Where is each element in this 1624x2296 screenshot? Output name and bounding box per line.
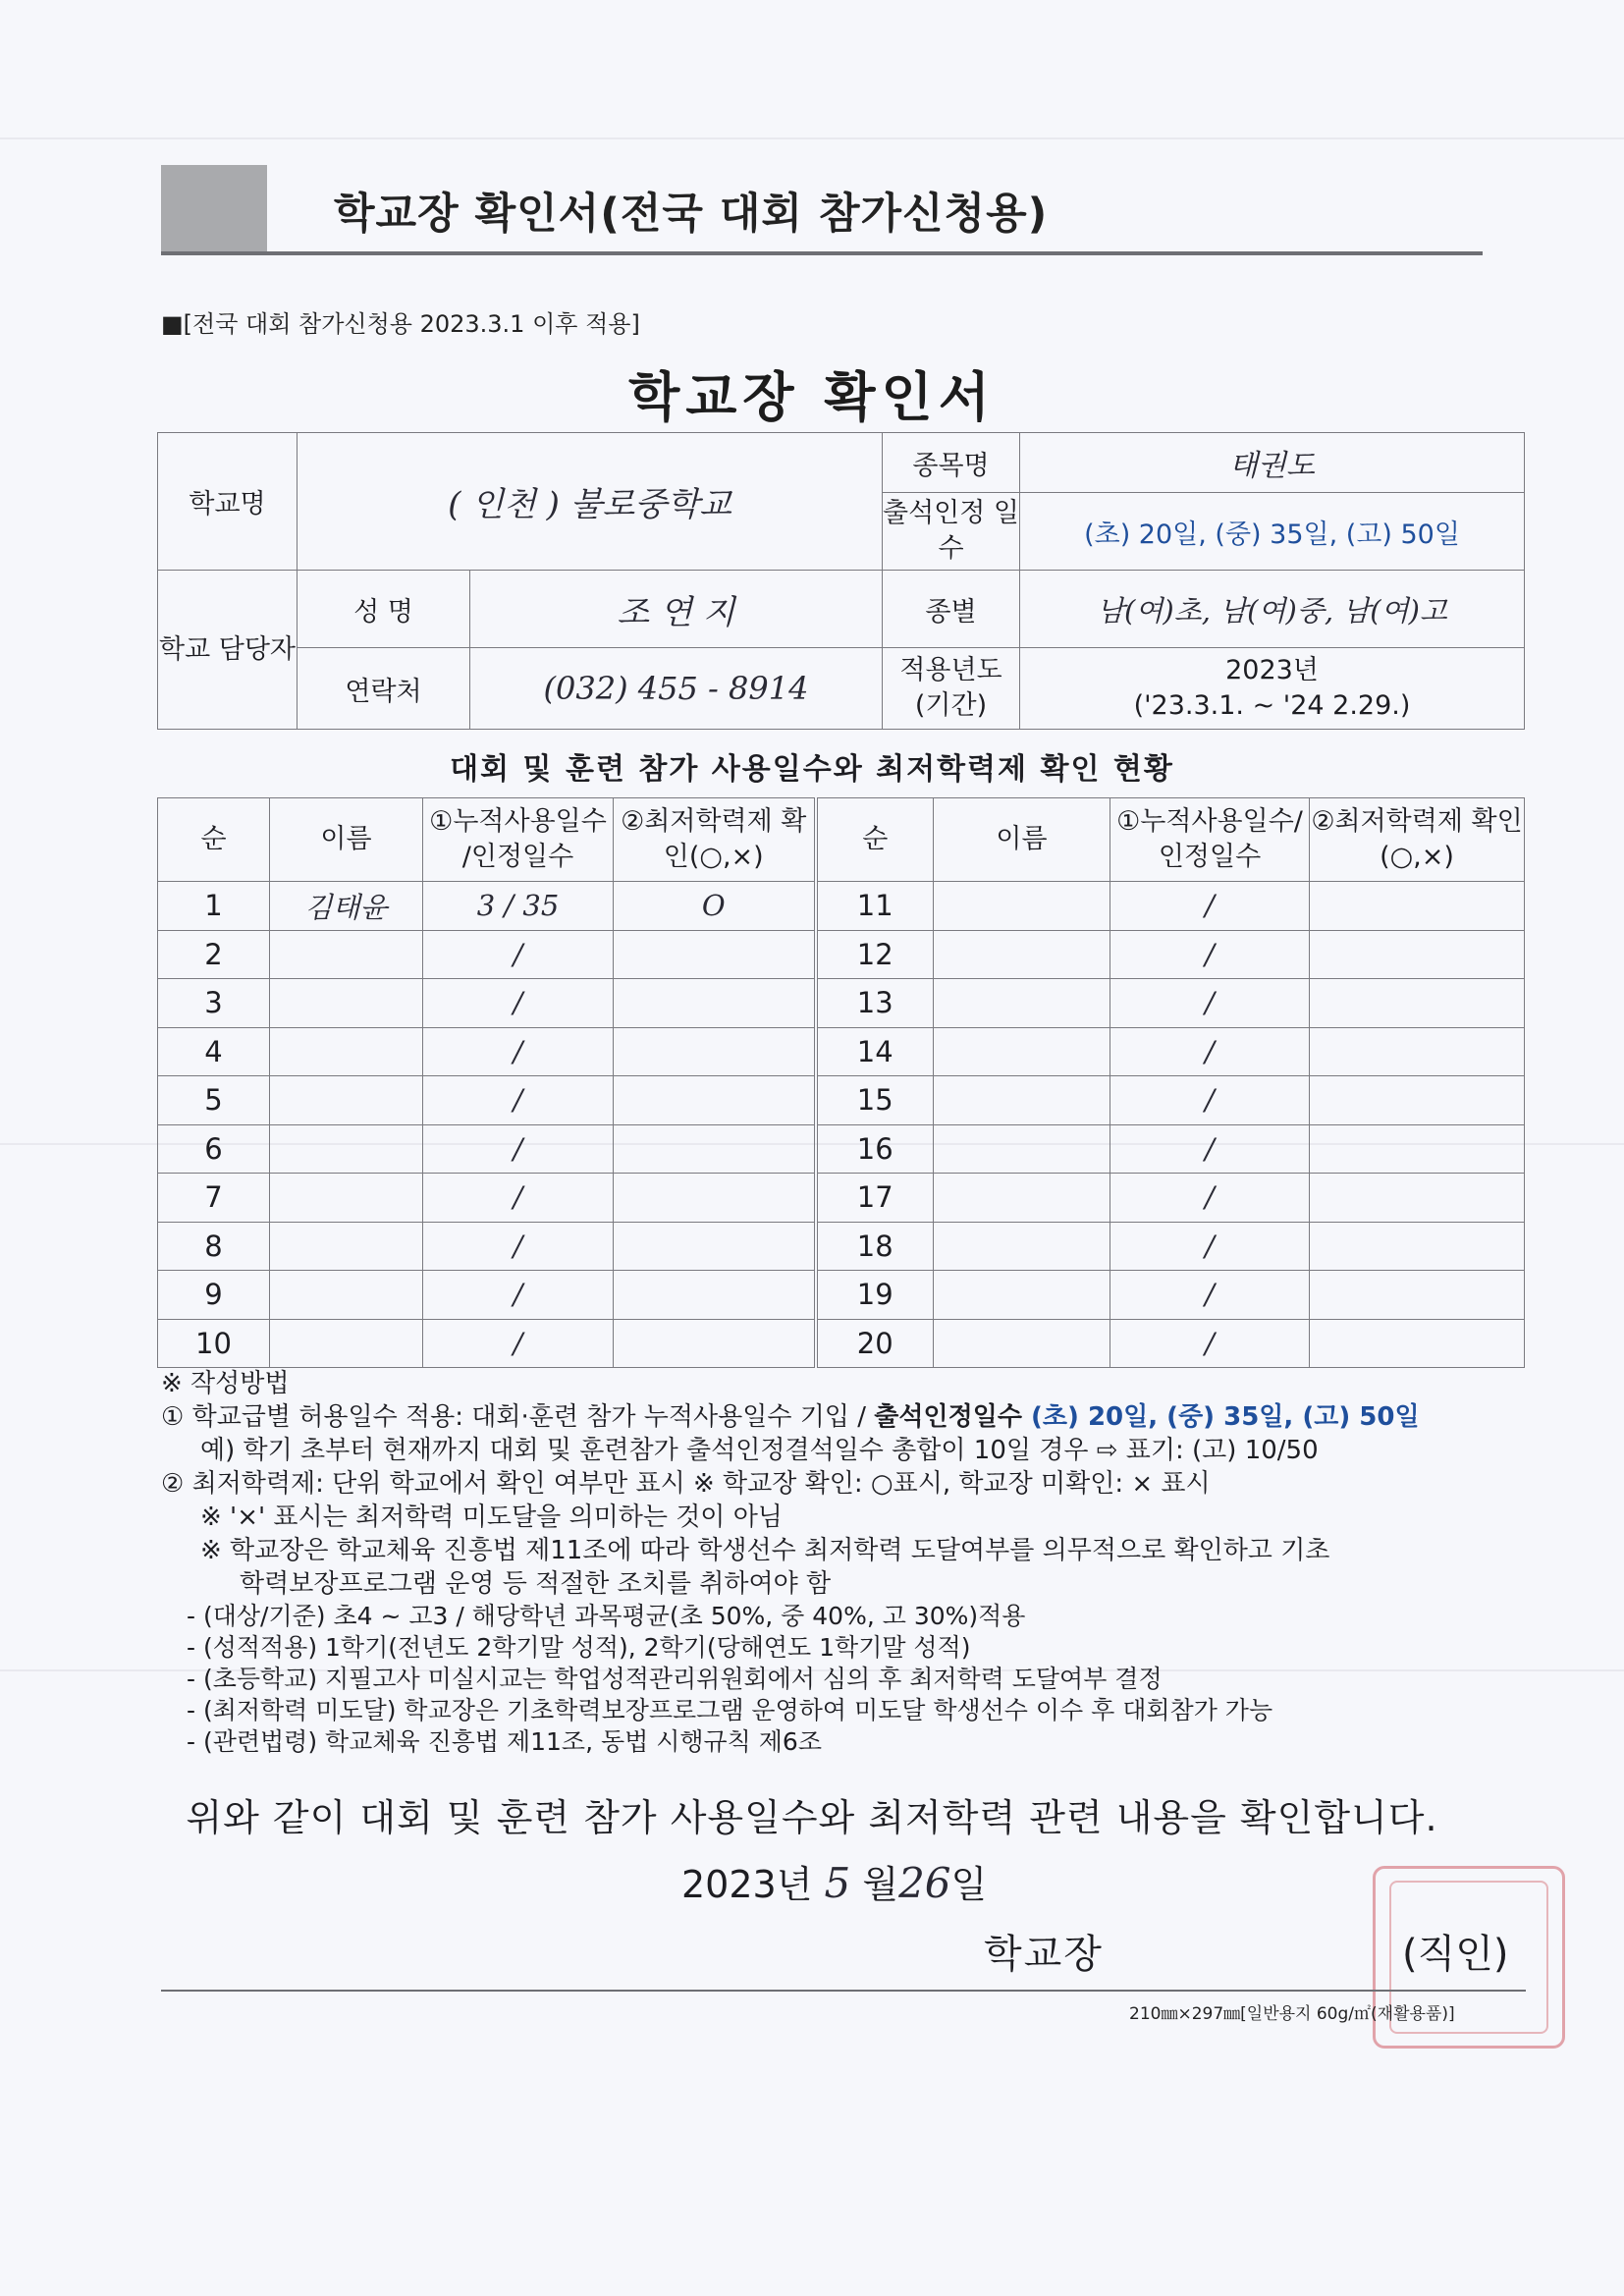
contact-value: (032) 455 - 8914 xyxy=(470,648,883,730)
detail-1: - (대상/기준) 초4 ~ 고3 / 해당학년 과목평균(초 50%, 중 40%, 고 30%)적용 xyxy=(187,1602,1026,1630)
table-row xyxy=(158,1124,1525,1174)
academic-check xyxy=(614,1027,816,1076)
row-number: 18 xyxy=(816,1222,934,1271)
year-cell xyxy=(1020,648,1525,730)
student-name xyxy=(270,1271,423,1320)
row-number: 9 xyxy=(158,1271,270,1320)
row-number: 15 xyxy=(816,1076,934,1125)
header-name: 이름 xyxy=(934,798,1110,882)
row-number: 14 xyxy=(816,1027,934,1076)
manager-name-value: 조 연 지 xyxy=(470,571,883,648)
table-row xyxy=(158,1271,1525,1320)
header-gray-block xyxy=(161,165,267,251)
header-name: 이름 xyxy=(270,798,423,882)
sport-value: 태권도 xyxy=(1020,433,1525,493)
date-month: 5 xyxy=(824,1859,851,1907)
row-number: 7 xyxy=(158,1174,270,1223)
detail-5: - (관련법령) 학교체육 진흥법 제11조, 동법 시행규칙 제6조 xyxy=(187,1727,822,1756)
academic-check xyxy=(1310,1319,1525,1368)
year-value: 2023년 xyxy=(1225,655,1319,685)
header-days: ①누적사용일수 /인정일수 xyxy=(423,798,614,882)
date-month-unit: 월 xyxy=(862,1863,899,1906)
used-days: / xyxy=(1110,979,1310,1028)
attendance-value: (초) 20일, (중) 35일, (고) 50일 xyxy=(1020,493,1525,571)
academic-check xyxy=(1310,1124,1525,1174)
row-number: 8 xyxy=(158,1222,270,1271)
academic-check xyxy=(1310,1076,1525,1125)
period-value: ('23.3.1. ~ '24 2.29.) xyxy=(1133,690,1411,721)
used-days: / xyxy=(423,979,614,1028)
student-name: 김태윤 xyxy=(270,882,423,931)
table-row xyxy=(158,1174,1525,1223)
academic-check xyxy=(614,1222,816,1271)
academic-check xyxy=(1310,1222,1525,1271)
note-2b-line2: 학력보장프로그램 운영 등 적절한 조치를 취하여야 함 xyxy=(240,1569,832,1599)
detail-4: - (최저학력 미도달) 학교장은 기초학력보장프로그램 운영하여 미도달 학생선수 이수 후 대회참가 가능 xyxy=(187,1696,1273,1724)
seal-label: (직인) xyxy=(1402,1932,1509,1977)
student-name xyxy=(934,1271,1110,1320)
student-name xyxy=(270,1319,423,1368)
student-name xyxy=(270,1076,423,1125)
student-name xyxy=(934,1174,1110,1223)
row-number: 16 xyxy=(816,1124,934,1174)
category-value: 남(여)초, 남(여)중, 남(여)고 xyxy=(1020,571,1525,648)
note-2b-line1: ※ 학교장은 학교체육 진흥법 제11조에 따라 학생선수 최저학력 도달여부를 의무적으로 확인하고 기초 xyxy=(200,1536,1330,1565)
table-row xyxy=(158,979,1525,1028)
row-number: 4 xyxy=(158,1027,270,1076)
row-number: 13 xyxy=(816,979,934,1028)
header-title: 학교장 확인서(전국 대회 참가신청용) xyxy=(334,190,1049,239)
academic-check xyxy=(1310,979,1525,1028)
header-check: ②최저학력제 확인(○,×) xyxy=(1310,798,1525,882)
academic-check xyxy=(614,1174,816,1223)
academic-check xyxy=(1310,882,1525,931)
row-number: 5 xyxy=(158,1076,270,1125)
name-label: 성 명 xyxy=(298,571,470,648)
used-days: / xyxy=(1110,1076,1310,1125)
used-days: / xyxy=(423,1271,614,1320)
academic-check: O xyxy=(614,882,816,931)
confirmation-statement: 위와 같이 대회 및 훈련 참가 사용일수와 최저학력 관련 내용을 확인합니다. xyxy=(186,1796,1438,1839)
row-number: 3 xyxy=(158,979,270,1028)
academic-check xyxy=(614,1076,816,1125)
header-no: 순 xyxy=(158,798,270,882)
used-days: / xyxy=(423,1222,614,1271)
student-name xyxy=(934,1319,1110,1368)
detail-2: - (성적적용) 1학기(전년도 2학기말 성적), 2학기(당해연도 1학기말 성적) xyxy=(187,1633,971,1662)
header-rule xyxy=(161,251,1483,255)
table-row xyxy=(158,882,1525,931)
note-1-blue: (초) 20일, (중) 35일, (고) 50일 xyxy=(1021,1402,1420,1432)
used-days: / xyxy=(423,1027,614,1076)
row-number: 11 xyxy=(816,882,934,931)
row-number: 10 xyxy=(158,1319,270,1368)
date-day-unit: 일 xyxy=(950,1863,988,1906)
used-days: / xyxy=(1110,1174,1310,1223)
academic-check xyxy=(1310,1027,1525,1076)
academic-check xyxy=(1310,1174,1525,1223)
school-label: 학교명 xyxy=(158,433,298,571)
student-name xyxy=(934,979,1110,1028)
used-days: / xyxy=(423,1124,614,1174)
row-number: 17 xyxy=(816,1174,934,1223)
date-day: 26 xyxy=(898,1859,951,1907)
used-days: / xyxy=(1110,930,1310,979)
academic-check xyxy=(614,979,816,1028)
used-days: / xyxy=(1110,1271,1310,1320)
used-days: / xyxy=(423,1319,614,1368)
date-line xyxy=(681,1854,987,1908)
student-name xyxy=(934,1222,1110,1271)
row-number: 19 xyxy=(816,1271,934,1320)
student-name xyxy=(934,1124,1110,1174)
academic-check xyxy=(614,930,816,979)
paper-crease xyxy=(0,137,1624,139)
attendance-label: 출석인정 일수 xyxy=(883,493,1020,571)
detail-3: - (초등학교) 지필고사 미실시교는 학업성적관리위원회에서 심의 후 최저학력 도달여부 결정 xyxy=(187,1665,1163,1693)
footer-rule xyxy=(161,1990,1526,1992)
note-2a: ※ '×' 표시는 최저학력 미도달을 의미하는 것이 아님 xyxy=(200,1503,783,1532)
manager-label: 학교 담당자 xyxy=(158,571,298,730)
academic-check xyxy=(614,1319,816,1368)
academic-check xyxy=(1310,1271,1525,1320)
row-number: 2 xyxy=(158,930,270,979)
records-table xyxy=(157,797,1525,1368)
table-row xyxy=(158,1076,1525,1125)
used-days: / xyxy=(1110,1319,1310,1368)
notes-heading: ※ 작성방법 xyxy=(161,1369,290,1398)
used-days: / xyxy=(423,1174,614,1223)
contact-label: 연락처 xyxy=(298,648,470,730)
student-name xyxy=(270,1124,423,1174)
academic-check xyxy=(614,1124,816,1174)
note-1 xyxy=(161,1400,1536,1434)
academic-check xyxy=(614,1271,816,1320)
table-row xyxy=(158,1027,1525,1076)
used-days: / xyxy=(1110,1124,1310,1174)
academic-check xyxy=(1310,930,1525,979)
student-name xyxy=(934,1076,1110,1125)
used-days: / xyxy=(1110,882,1310,931)
header-no: 순 xyxy=(816,798,934,882)
note-1-text: ① 학교급별 허용일수 적용: 대회·훈련 참가 누적사용일수 기입 / xyxy=(161,1402,875,1432)
year-label: 적용년도 (기간) xyxy=(883,648,1020,730)
note-2: ② 최저학력제: 단위 학교에서 확인 여부만 표시 ※ 학교장 확인: ○표시, 학교장 미확인: × 표시 xyxy=(161,1469,1211,1499)
row-number: 12 xyxy=(816,930,934,979)
info-table xyxy=(157,432,1525,730)
student-name xyxy=(934,882,1110,931)
student-name xyxy=(270,979,423,1028)
date-year: 2023년 xyxy=(681,1863,813,1906)
student-name xyxy=(934,930,1110,979)
used-days: 3 / 35 xyxy=(423,882,614,931)
note-1-example: 예) 학기 초부터 현재까지 대회 및 훈련참가 출석인정결석일수 총합이 10일 경우 ⇨ 표기: (고) 10/50 xyxy=(200,1436,1319,1465)
school-value: ( 인천 ) 불로중학교 xyxy=(298,433,883,571)
category-label: 종별 xyxy=(883,571,1020,648)
form-title: 학교장 확인서 xyxy=(628,366,996,428)
used-days: / xyxy=(1110,1222,1310,1271)
sport-label: 종목명 xyxy=(883,433,1020,493)
student-name xyxy=(270,1027,423,1076)
table-row xyxy=(158,1319,1525,1368)
student-name xyxy=(270,930,423,979)
student-name xyxy=(934,1027,1110,1076)
applicability-note: ■[전국 대회 참가신청용 2023.3.1 이후 적용] xyxy=(161,310,640,338)
instructions xyxy=(161,1367,1536,1758)
used-days: / xyxy=(423,1076,614,1125)
row-number: 1 xyxy=(158,882,270,931)
principal-label: 학교장 xyxy=(984,1932,1104,1977)
header-check: ②최저학력제 확인(○,×) xyxy=(614,798,816,882)
note-1-bold: 출석인정일수 xyxy=(874,1402,1022,1432)
row-number: 20 xyxy=(816,1319,934,1368)
paper-spec: 210㎜×297㎜[일반용지 60g/㎡(재활용품)] xyxy=(1129,2004,1455,2024)
used-days: / xyxy=(1110,1027,1310,1076)
used-days: / xyxy=(423,930,614,979)
student-name xyxy=(270,1174,423,1223)
row-number: 6 xyxy=(158,1124,270,1174)
section-title: 대회 및 훈련 참가 사용일수와 최저학력제 확인 현황 xyxy=(450,752,1174,787)
header-days: ①누적사용일수/ 인정일수 xyxy=(1110,798,1310,882)
table-row xyxy=(158,930,1525,979)
student-name xyxy=(270,1222,423,1271)
table-row xyxy=(158,1222,1525,1271)
